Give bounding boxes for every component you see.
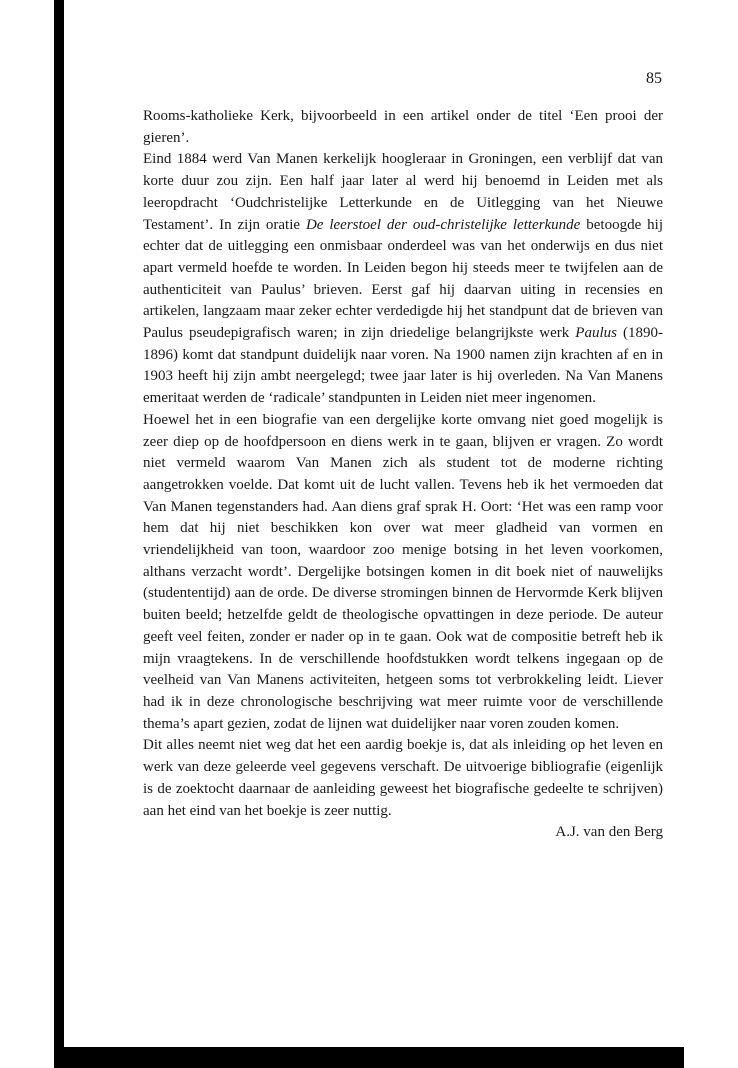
author-signature: A.J. van den Berg — [555, 824, 663, 841]
scan-edge-bottom — [54, 1047, 684, 1068]
paragraph-2 — [143, 149, 663, 409]
paragraph-3 — [143, 410, 663, 736]
text-run: Rooms-katholieke Kerk, bijvoorbeeld in een artikel onder de titel ‘Een prooi der gieren’. — [143, 108, 663, 146]
page-number: 85 — [646, 70, 662, 87]
review-text — [143, 106, 663, 844]
oration-title: De leerstoel der oud-christelijke letterkunde — [305, 216, 581, 233]
text-run: Hoewel het in een biografie van een dergelijke korte omvang niet goed mogelijk is zeer diep op de hoofdpersoon en diens werk in te gaan, blijven er vragen. Zo wordt niet vermeld waarom Van Manen zich als student tot de moderne richting aangetrokken voelde. Dat komt uit de lucht vallen. Tevens heb ik het vermoeden dat Van Manen tegenstanders had. Aan diens graf sprak H. Oort: ‘Het was een ramp voor hem dat hij niet beschikken kon over wat meer gladheid van vormen en vriendelijkheid van toon, waardoor zoo menige botsing in het leven voorkomen, althans verzacht wordt’. Dergelijke botsingen komen in dit boek niet of nauwelijks (studententijd) aan de orde. De diverse stromingen binnen de Hervormde Kerk blijven buiten beeld; hetzelfde geldt de theologische opvattingen in deze periode. De auteur geeft veel feiten, zonder er nader op in te gaan. Ook wat de compositie betreft heb ik mijn vraagtekens. In de verschillende hoofdstukken wordt telkens ingegaan op de veelheid van Van Manens activiteiten, hetgeen soms tot verbrokkeling leidt. Liever had ik in deze chronologische beschrijving wat meer ruimte voor de verschillende thema’s apart gezien, zodat de lijnen wat duidelijker naar voren zouden komen. — [143, 411, 663, 732]
book-title: Paulus — [575, 325, 617, 342]
scan-edge-left — [54, 0, 64, 1068]
text-run: (1890-1896) komt dat standpunt duidelijk naar voren. Na 1900 namen zijn krachten af en in 1903 heeft hij zijn ambt neergelegd; twee jaar later is hij overleden. Na Van Manens emeritaat werden de ‘radicale’ standpunten in Leiden niet meer ingenomen. — [143, 325, 663, 407]
paragraph-1 — [143, 106, 663, 149]
text-run: betoogde hij echter dat de uitlegging een onmisbaar onderdeel was van het onderwijs en dus niet apart vermeld hoefde te worden. In Leiden begon hij steeds meer te twijfelen aan de authenticiteit van Paulus’ brieven. Eerst gaf hij daarvan uiting in recensies en artikelen, langzaam maar zeker echter verdedigde hij het standpunt dat de brieven van Paulus pseudepigrafisch waren; in zijn driedelige belangrijkste werk — [143, 216, 663, 342]
text-run: Dit alles neemt niet weg dat het een aardig boekje is, dat als inleiding op het leven en werk van deze geleerde veel gegevens verschaft. De uitvoerige bibliografie (eigenlijk is de zoektocht daarnaar de aanleiding geweest het biografische gedeelte te schrijven) aan het eind van het boekje is zeer nuttig. — [143, 737, 663, 819]
text-run: Eind 1884 werd Van Manen kerkelijk hoogleraar in Groningen, een verblijf dat van korte duur zou zijn. Een half jaar later al werd hij benoemd in Leiden met als leeropdracht ‘Oudchristelijke Letterkunde en de Uitlegging van het Nieuwe Testament’. In zijn oratie — [143, 151, 663, 233]
paragraph-4 — [143, 735, 663, 822]
